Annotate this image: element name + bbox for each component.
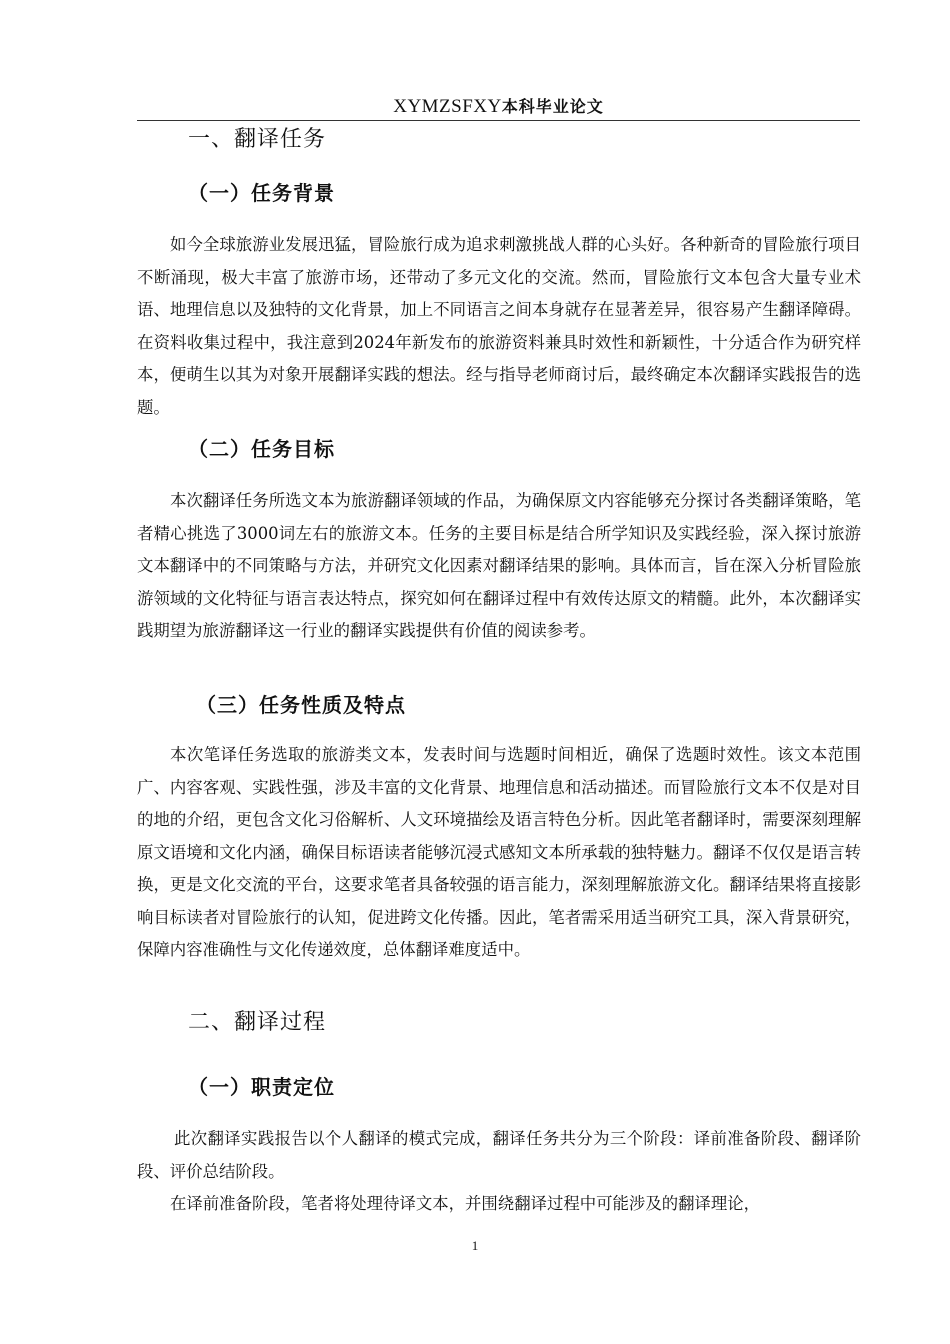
header-school-code: XYMZSFXY [393, 96, 502, 117]
section-1-3-heading: （三）任务性质及特点 [196, 693, 406, 717]
section-2-1-heading: （一）职责定位 [188, 1075, 335, 1099]
section-1-2-heading: （二）任务目标 [188, 437, 335, 461]
section-2-1-paragraph-1: 此次翻译实践报告以个人翻译的模式完成，翻译任务共分为三个阶段：译前准备阶段、翻译阶段、评价总结阶段。 [137, 1129, 861, 1181]
section-1-3-paragraph: 本次笔译任务选取的旅游类文本，发表时间与选题时间相近，确保了选题时效性。该文本范围广、内容客观、实践性强，涉及丰富的文化背景、地理信息和活动描述。而冒险旅行文本不仅是对目的地的介绍，更包含文化习俗解析、人文环境描绘及语言特色分析。因此笔者翻译时，需要深刻理解原文语境和文化内涵，确保目标语读者能够沉浸式感知文本所承载的独特魅力。翻译不仅仅是语言转换，更是文化交流的平台，这要求笔者具备较强的语言能力，深刻理解旅游文化。翻译结果将直接影响目标读者对冒险旅行的认知，促进跨文化传播。因此，笔者需采用适当研究工具，深入背景研究，保障内容准确性与文化传递效度，总体翻译难度适中。 [137, 745, 861, 959]
header-thesis-label: 本科毕业论文 [501, 97, 604, 116]
section-2-1-paragraph-2: 在译前准备阶段，笔者将处理待译文本，并围绕翻译过程中可能涉及的翻译理论， [170, 1194, 761, 1213]
section-1-2-paragraph: 本次翻译任务所选文本为旅游翻译领域的作品，为确保原文内容能够充分探讨各类翻译策略，笔者精心挑选了3000词左右的旅游文本。任务的主要目标是结合所学知识及实践经验，深入探讨旅游文本翻译中的不同策略与方法，并研究文化因素对翻译结果的影响。具体而言，旨在深入分析冒险旅游领域的文化特征与语言表达特点，探究如何在翻译过程中有效传达原文的精髓。此外，本次翻译实践期望为旅游翻译这一行业的翻译实践提供有价值的阅读参考。 [137, 491, 861, 640]
section-1-1-paragraph: 如今全球旅游业发展迅猛，冒险旅行成为追求刺激挑战人群的心头好。各种新奇的冒险旅行项目不断涌现，极大丰富了旅游市场，还带动了多元文化的交流。然而，冒险旅行文本包含大量专业术语、地理信息以及独特的文化背景，加上不同语言之间本身就存在显著差异，很容易产生翻译障碍。在资料收集过程中，我注意到2024年新发布的旅游资料兼具时效性和新颖性，十分适合作为研究样本，便萌生以其为对象开展翻译实践的想法。经与指导老师商讨后，最终确定本次翻译实践报告的选题。 [137, 235, 861, 417]
section-2-heading: 二、翻译过程 [188, 1010, 327, 1035]
section-1-heading: 一、翻译任务 [188, 127, 327, 152]
section-1-1-heading: （一）任务背景 [188, 181, 335, 205]
page-number: 1 [471, 1238, 479, 1253]
page-header [137, 94, 860, 121]
